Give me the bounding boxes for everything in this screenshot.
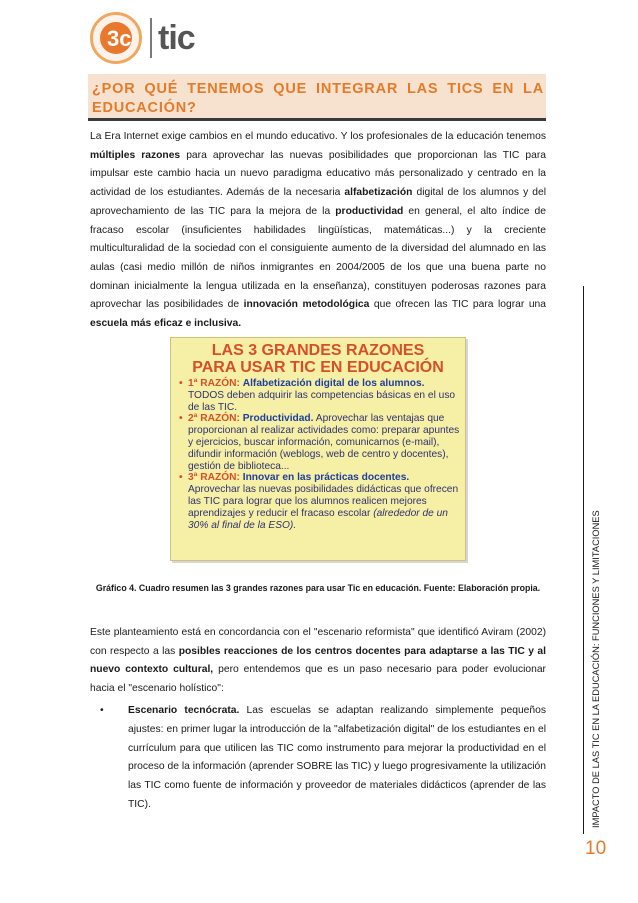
logo (90, 12, 200, 70)
sidebar-running-title: IMPACTO DE LAS TIC EN LA EDUCACIÓN: FUNCIONES Y LIMITACIONES (591, 510, 601, 828)
reason-label: 2ª RAZÓN: (188, 413, 240, 425)
reason-desc: TODOS deben adquirir las competencias básicas en el uso de las TIC. (188, 389, 456, 413)
bold-run: productividad (335, 205, 404, 217)
reasons-figure (170, 337, 466, 561)
reason-desc-note: (alrededor de un 30% al final de la ESO). (188, 507, 448, 531)
bold-run: múltiples razones (90, 149, 181, 161)
bullet-icon: • (179, 413, 183, 425)
reason-label: 3ª RAZÓN: (188, 472, 240, 484)
figure-caption: Gráfico 4. Cuadro resumen las 3 grandes razones para usar Tic en educación. Fuente: Elaboración propia. (95, 583, 541, 593)
text-run: digital de los alumnos y del aprovechamiento de las TIC para la mejora de la (90, 187, 546, 217)
logo-mark: 3c (107, 26, 132, 51)
page-number: 10 (585, 838, 607, 859)
bold-run: innovación metodológica (243, 299, 370, 311)
bullet-heading: Escenario tecnócrata. (128, 705, 240, 716)
logo-divider (150, 18, 152, 58)
bullet-dot-icon: • (100, 705, 104, 716)
intro-paragraph (90, 128, 546, 334)
reason-name: Innovar en las prácticas docentes. (242, 472, 410, 484)
reason-desc: Aprovechar las ventajas que proporcionan al realizar actividades como: preparar apuntes y ejercicios, buscar información, comunicarnos (e-mail), difundir información (weblogs, web de centro y docentes), gestión de biblioteca... (188, 413, 460, 472)
text-run: Este planteamiento está en concordancia con el "escenario reformista" que identificó Aviram (2002) con respecto a las (90, 627, 546, 657)
reason-label: 1ª RAZÓN: (188, 378, 240, 389)
bold-run: posibles reacciones de los centros docentes para adaptarse a las TIC y al nuevo contexto cultural, (90, 645, 546, 675)
logo-text: tic (158, 19, 195, 57)
reason-item (179, 413, 461, 472)
figure-title (171, 342, 465, 376)
logo-ring-icon (90, 12, 142, 64)
reason-item (179, 472, 461, 531)
scenario-paragraph (90, 624, 546, 698)
text-run: para aprovechar las nuevas posibilidades que proporcionan las TIC para impulsar este cambio hacia un nuevo paradigma educativo más personalizado y centrado en la actividad de los estudiantes. Además de la necesaria (90, 149, 546, 199)
bullet-icon: • (179, 378, 183, 389)
text-run: que ofrecen las TIC para lograr una (369, 299, 546, 311)
bullet-body: Las escuelas se adaptan realizando simplemente pequeños ajustes: en primer lugar la introducción de la "alfabetización digital" de los estudiantes en el currículum para que utilicen las TIC como instrumento para mejorar la productividad en el proceso de la información (aprender SOBRE las TIC) y luego progresivamente la utilización las TIC como fuente de información y proveedor de materiales didácticos (aprender de las TIC). (128, 705, 547, 810)
bullet-icon: • (179, 472, 183, 484)
section-title: ¿POR QUÉ TENEMOS QUE INTEGRAR LAS TICS EN LA EDUCACIÓN? (92, 81, 544, 116)
section-title-box (88, 74, 546, 121)
figure-title-line1: LAS 3 GRANDES RAZONES (211, 342, 425, 359)
reason-name: Productividad. (242, 413, 314, 425)
bullet-text (128, 702, 546, 815)
reason-name: Alfabetización digital de los alumnos. (242, 378, 425, 389)
figure-title-line2: PARA USAR TIC EN EDUCACIÓN (192, 359, 444, 376)
text-run: La Era Internet exige cambios en el mundo educativo. Y los profesionales de la educación tenemos (90, 131, 546, 142)
sidebar-rule (583, 286, 584, 834)
bold-run: alfabetización (344, 187, 413, 199)
reason-desc: Aprovechar las nuevas posibilidades didácticas que ofrecen las TIC para lograr que los alumnos realicen mejores aprendizajes y reducir el fracaso escolar (188, 484, 459, 519)
bold-run: escuela más eficaz e inclusiva. (90, 318, 242, 330)
text-run: en general, el alto índice de fracaso escolar (insuficientes habilidades lingüísticas, matemáticas...) y la creciente multiculturalidad de la sociedad con el consiguiente aumento de la diversidad del alumnado en las aulas (casi medio millón de niños inmigrantes en 2004/2005 de los que una buena parte no dominan inicialmente la lengua utilizada en la enseñanza), constituyen poderosas razones para aprovechar las posibilidades de (90, 205, 547, 311)
reason-item (179, 378, 461, 413)
figure-body (179, 378, 461, 531)
text-run: pero entendemos que es un paso necesario para poder evolucionar hacia el "escenario holístico": (90, 664, 546, 694)
